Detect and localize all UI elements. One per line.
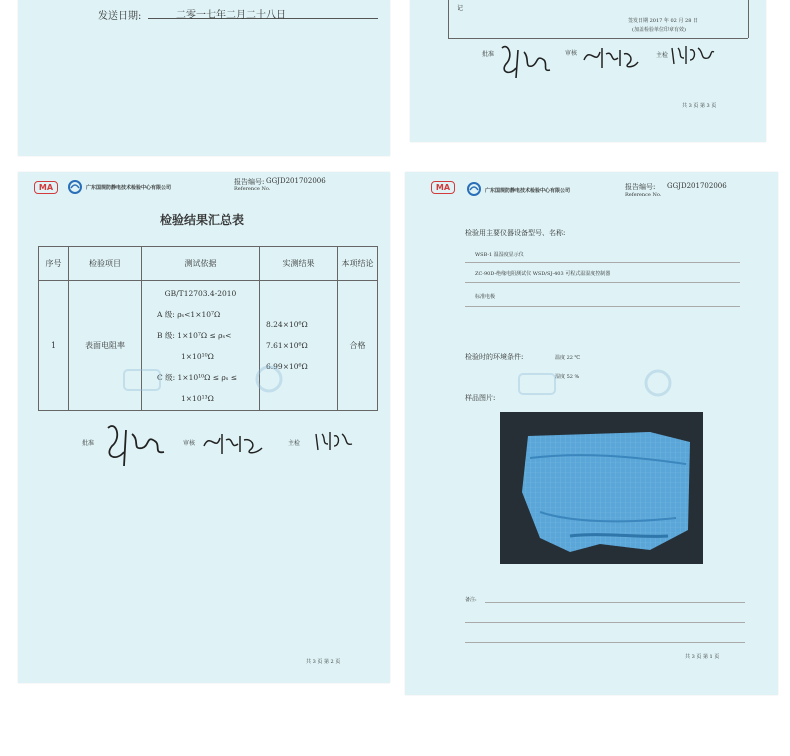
ma-certification-mark: MA: [34, 181, 58, 194]
row-item: 表面电阻率: [69, 281, 142, 411]
remark-heading: 备注:: [465, 597, 477, 603]
result-value: 8.24×10⁶Ω: [266, 320, 308, 329]
result-value: 6.99×10⁶Ω: [266, 362, 308, 371]
report-no-label: 报告编号:: [625, 183, 656, 191]
header-index: 序号: [39, 247, 69, 281]
sample-photo: [500, 412, 703, 564]
chief-signature: [312, 430, 358, 454]
approver-signature: [98, 416, 168, 472]
env-temperature: 温度 22 ℃: [555, 355, 581, 361]
remark-line: [485, 602, 745, 603]
issue-date-label: 发送日期:: [98, 11, 142, 22]
page-number: 共 3 页 第 2 页: [306, 659, 341, 665]
remark-line: [465, 622, 745, 623]
results-table: [38, 246, 378, 411]
review-label: 审核: [183, 440, 196, 447]
equipment-line: ZC-90D-绝缘电阻测试仪 WSD/SJ-403 可程式温湿度控制器: [475, 271, 611, 277]
stamp-date: 签发日期 2017 年 02 月 28 日: [628, 18, 698, 24]
blue-fabric-sample-image: [500, 412, 703, 564]
remark-line: [465, 642, 745, 643]
gattc-logo-icon: [467, 182, 481, 196]
report-no-value: GGJD201702006: [266, 177, 326, 185]
divider: [465, 306, 740, 307]
page-number: 共 3 页 第 1 页: [685, 654, 720, 660]
approver-signature: [494, 38, 554, 86]
stamp-note: (加盖检验单位印章有效): [632, 27, 686, 33]
issue-date-value: 二零一七年二月二十八日: [176, 10, 286, 21]
approve-label: 批准: [82, 440, 95, 447]
gattc-logo-icon: [68, 180, 82, 194]
chief-label: 主检: [656, 52, 669, 59]
divider: [465, 262, 740, 263]
basis-line: GB/T12703.4-2010: [164, 289, 237, 298]
ma-certification-mark: MA: [431, 181, 455, 194]
gattc-watermark-icon: [643, 368, 673, 398]
equipment-line: 标准电极: [475, 294, 496, 300]
table-row: [39, 281, 378, 411]
basis-line: 1×10¹³Ω: [181, 394, 214, 403]
page-title: 检验结果汇总表: [160, 213, 245, 227]
header-result: 实测结果: [260, 247, 338, 281]
report-page-2: [18, 172, 390, 683]
review-label: 审核: [565, 50, 578, 57]
table-header-row: [39, 247, 378, 281]
row-index: 1: [39, 281, 69, 411]
header-conclusion: 本项结论: [338, 247, 378, 281]
gattc-watermark-icon: [254, 364, 284, 394]
org-name: 广东国规防静电技术检验中心有限公司: [485, 188, 571, 194]
table-border-left: [448, 0, 449, 38]
ma-watermark-icon: [517, 372, 557, 396]
basis-line: C 级: 1×10¹⁰Ω ≤ ρₛ ≤: [157, 373, 238, 382]
page-number: 共 3 页 第 3 页: [682, 103, 717, 109]
header-basis: 测试依据: [142, 247, 260, 281]
row-conclusion: 合格: [338, 281, 378, 411]
ma-watermark-icon: [122, 368, 162, 392]
env-humidity: 湿度 52 %: [555, 374, 580, 380]
table-border-bottom: [448, 38, 748, 39]
table-border-right: [748, 0, 749, 38]
report-no-en: Reference No.: [625, 192, 662, 198]
remark-label: 记: [457, 5, 464, 12]
page-3-signature-fragment: [410, 0, 766, 142]
page-3-footer-fragment: [18, 0, 390, 156]
result-value: 7.61×10⁶Ω: [266, 341, 308, 350]
divider: [465, 282, 740, 283]
reviewer-signature: [580, 40, 640, 74]
report-no-en: Reference No.: [234, 186, 271, 192]
report-no-label: 报告编号:: [234, 178, 265, 186]
approve-label: 批准: [482, 51, 495, 58]
environment-heading: 检验时的环境条件:: [465, 353, 524, 361]
chief-signature: [668, 42, 716, 68]
reviewer-signature: [200, 428, 266, 458]
equipment-line: WSB-1 温湿度显示仪: [475, 252, 524, 258]
basis-line: B 级: 1×10⁷Ω ≤ ρₛ<: [157, 331, 232, 340]
org-name: 广东国规防静电技术检验中心有限公司: [86, 185, 172, 191]
chief-label: 主检: [288, 440, 301, 447]
header-item: 检验项目: [69, 247, 142, 281]
basis-line: 1×10¹⁰Ω: [181, 352, 214, 361]
report-page-1: [405, 172, 778, 695]
sample-heading: 样品图片:: [465, 394, 496, 402]
basis-line: A 级: ρₛ<1×10⁷Ω: [157, 310, 221, 319]
report-no-value: GGJD201702006: [667, 182, 727, 190]
equipment-heading: 检验用主要仪器设备型号、名称:: [465, 229, 566, 237]
